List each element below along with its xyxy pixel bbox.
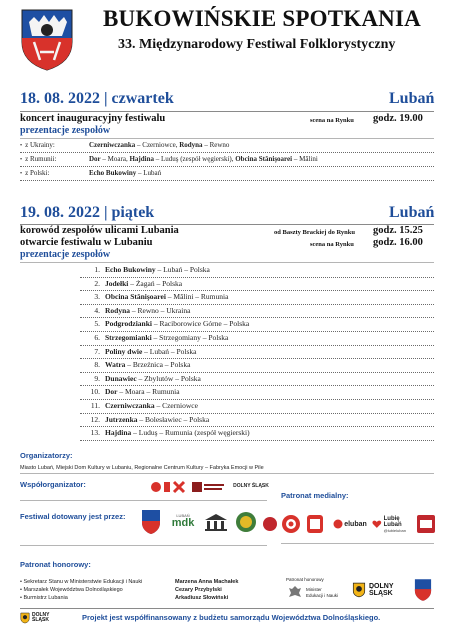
ensemble-origin: – Brzeźnica – Polska (125, 360, 191, 370)
row-divider (20, 180, 434, 181)
building-logo-icon (203, 512, 229, 532)
lubie-text-group (384, 516, 418, 533)
row-divider (80, 413, 434, 414)
dolny-slask-icon-2 (352, 582, 366, 598)
footer-dolny-slask-logo (20, 611, 60, 625)
ensemble-number: 9. (94, 373, 100, 383)
honorary-title-text: Burmistrz Lubania (23, 595, 68, 601)
ensemble-name: Dor (105, 387, 118, 397)
day1-country-label (20, 141, 55, 149)
dolny-text-2: DOLNY (369, 583, 394, 590)
lubań-coat-of-arms-icon (20, 8, 74, 72)
ensemble-name: Jodełki (105, 278, 129, 288)
honorary-title-text: Marszałek Województwa Dolnośląskiego (23, 587, 123, 593)
ensemble-item (105, 265, 210, 274)
dolny-slask-text-2 (369, 583, 394, 597)
ensemble-name: Watra (105, 360, 126, 370)
funded-red-icon (262, 514, 278, 534)
ensemble-name: Rodyna (179, 141, 203, 149)
day1-event: koncert inauguracyjny festiwalu (20, 113, 166, 124)
ensemble-name: Czerniwczanka (105, 401, 155, 410)
row-divider (80, 317, 434, 318)
honorary-title (20, 587, 123, 593)
ensemble-number: 8. (94, 360, 100, 370)
ensemble-name: Hajdina (129, 155, 154, 163)
honorary-person: Arkadiusz Słowiński (175, 595, 229, 601)
nck-logo (190, 480, 226, 494)
day1-date: 18. 08. 2022 | czwartek (20, 90, 174, 107)
ensemble-origin: – Czerniowce (154, 401, 198, 410)
row-divider (80, 426, 434, 427)
ensemble-origin: – Żagań – Polska (128, 278, 183, 288)
bullet-icon: • (20, 157, 23, 163)
crest-logo (20, 8, 74, 72)
day1-ensemble-line (89, 169, 161, 177)
ensemble-item (105, 347, 196, 356)
crest-small-icon-2 (414, 578, 432, 602)
ensemble-number: 2. (94, 278, 100, 288)
mdk-text: mdk (171, 517, 195, 529)
eagle-icon (288, 585, 302, 601)
ensemble-origin: – Luduş – Rumunia (zespół węgierski) (131, 428, 250, 438)
day1-presentations: prezentacje zespołów (20, 125, 111, 136)
day1-town: Lubań (389, 90, 435, 107)
ensemble-number: 5. (94, 319, 100, 329)
ensemble-item (105, 319, 249, 328)
row-divider (80, 331, 434, 332)
co-organizer-heading: Współorganizator: (20, 480, 86, 489)
honorary-heading: Patronat honorowy: (20, 560, 91, 569)
funded-logo-crest (141, 509, 161, 535)
ensemble-number: 10. (90, 387, 100, 397)
day1-country-label (20, 155, 56, 163)
day2-presentations: prezentacje zespołów (20, 249, 111, 260)
ensemble-name: Czerniwczanka (89, 141, 136, 149)
day2-time2: godz. 16.00 (373, 237, 423, 248)
page-subtitle: 33. Międzynarodowy Festiwal Folklorystyczny (118, 37, 396, 52)
bullet-icon: • (20, 171, 23, 177)
footer-logo-text (32, 613, 50, 623)
day2-venue1: od Baszty Brackiej do Rynku (274, 229, 356, 236)
media-logo-red (416, 514, 436, 534)
honorary-title (20, 595, 68, 601)
tv-logo-icon (306, 514, 324, 534)
day1-ensemble-line (89, 141, 229, 149)
ensemble-origin: – Bolesławiec – Polska (137, 414, 210, 424)
heart-icon (372, 519, 382, 529)
funded-rule (20, 545, 267, 546)
media-red-logo-icon (416, 514, 436, 534)
media-rule (281, 543, 434, 544)
nck-logo-icon (190, 480, 226, 494)
media-heading: Patronat medialny: (281, 491, 349, 500)
row-divider (80, 290, 434, 291)
ensemble-place: – Moara, (100, 155, 130, 163)
footer-logo-bottom: ŚLĄSK (32, 617, 49, 623)
ensemble-item (105, 428, 250, 437)
row-divider (80, 345, 434, 346)
ensemble-number: 4. (94, 305, 100, 315)
bullet-icon: • (20, 595, 24, 601)
day2-event1: korowód zespołów ulicami Lubania (20, 225, 179, 236)
ensemble-place: – Mălini (292, 155, 318, 163)
mik-logo-icon (150, 480, 186, 494)
day2-event2: otwarcie festiwalu w Lubaniu (20, 237, 153, 248)
honorary-title (20, 579, 142, 585)
ensemble-origin: – Lubań – Polska (155, 265, 210, 274)
funded-logo-emblem (234, 511, 258, 533)
funded-logo-building (203, 512, 229, 532)
ensemble-origin: – Raciborowice Górne – Polska (151, 319, 250, 329)
row-divider (80, 304, 434, 305)
mik-logo (150, 480, 186, 494)
row-divider (20, 166, 434, 167)
bullet-icon: • (20, 587, 24, 593)
organizers-rule (20, 473, 434, 474)
lubie-sub: @lubieluban (383, 527, 406, 533)
row-divider (80, 277, 434, 278)
ensemble-item (105, 333, 228, 342)
ensemble-number: 3. (94, 292, 100, 302)
honorary-title-text: Sekretarz Stanu w Ministerstwie Edukacji i Nauki (23, 579, 143, 585)
ensemble-number: 7. (94, 346, 100, 356)
ensemble-number: 12. (90, 414, 100, 424)
row-divider (80, 440, 434, 441)
ensemble-item (105, 415, 209, 424)
day1-ensemble-line (89, 155, 318, 163)
ensemble-name: Rodyna (105, 305, 131, 315)
day2-rule2 (20, 262, 434, 263)
ensemble-number: 6. (94, 333, 100, 342)
mdk-top-text: LUBAŃ (176, 513, 190, 518)
honorary-person: Marzena Anna Machałek (175, 579, 239, 585)
ensemble-name: Dor (89, 155, 101, 163)
radio-logo-icon (281, 514, 301, 534)
media-logo-radio (281, 514, 301, 534)
ensemble-number: 11. (90, 401, 100, 410)
footer-text: Projekt jest współfinansowany z budżetu samorządu Województwa Dolnośląskiego. (82, 613, 381, 622)
day1-country-label (20, 169, 49, 177)
organizers-text: Miasto Lubań, Miejski Dom Kultury w Lubaniu, Regionalne Centrum Kultury – Fabryka Emocji w Pile (20, 465, 264, 471)
row-divider (80, 399, 434, 400)
ensemble-name: Obcina Stânişoarei (235, 155, 293, 163)
dolny-slask-logo-1 (232, 478, 268, 494)
media-logo-wd (306, 514, 324, 534)
ensemble-name: Echo Bukowiny (89, 169, 137, 177)
ensemble-item (105, 387, 180, 396)
eluban-text: eluban (344, 520, 367, 528)
ensemble-place: – Luduş (zespół węgierski), (153, 155, 236, 163)
footer-logo-top: DOLNY (32, 612, 50, 618)
media-logo-eluban (331, 517, 369, 531)
ensemble-name: Dunawiec (105, 373, 137, 383)
dolny-slask-logo-2 (352, 580, 400, 600)
emblem-logo-icon (234, 511, 258, 533)
row-divider (20, 152, 434, 153)
country-text: z Rumunii: (25, 155, 57, 163)
page-title: BUKOWIŃSKIE SPOTKANIA (103, 6, 421, 31)
day2-venue2: scena na Rynku (310, 241, 354, 248)
ensemble-place: – Lubań (136, 169, 162, 177)
honorary-person: Cezary Przybylski (175, 587, 222, 593)
eluban-logo-icon (333, 519, 343, 529)
day2-town: Lubań (389, 204, 435, 221)
funded-logo-mdk (166, 510, 200, 532)
ministry-logo (287, 585, 303, 601)
day1-rule (20, 111, 434, 112)
ensemble-name: Hajdina (105, 428, 132, 438)
country-text: z Polski: (25, 169, 50, 177)
lubie-text: Lubię Lubań (383, 515, 402, 528)
ensemble-place: – Czerniowce, (135, 141, 180, 149)
media-logo-lubie (372, 514, 418, 534)
footer-rule (20, 608, 434, 609)
ensemble-item (105, 279, 182, 288)
organizers-heading: Organizatorzy: (20, 451, 73, 460)
day2-date: 19. 08. 2022 | piątek (20, 204, 155, 221)
funded-heading: Festiwal dotowany jest przez: (20, 512, 126, 521)
ensemble-number: 1. (94, 265, 100, 274)
ensemble-item (105, 360, 190, 369)
ensemble-origin: – Rewno – Ukraina (130, 305, 191, 315)
honorary-crest (414, 578, 432, 602)
patron-label: Patronat honorowy (286, 577, 324, 582)
slask-text-2: ŚLĄSK (369, 590, 393, 597)
ensemble-item (105, 374, 201, 383)
footer-dolny-slask-icon (20, 612, 30, 624)
funded-logo-red (262, 514, 278, 534)
ensemble-origin: – Strzegomiany – Polska (151, 333, 229, 342)
day1-venue: scena na Rynku (310, 117, 354, 124)
ensemble-origin: – Lubań – Polska (142, 346, 197, 356)
crest-small-icon (141, 509, 161, 535)
ensemble-origin: – Mălini – Rumunia (165, 292, 229, 302)
dolny-slask-text-1: DOLNY ŚLĄSK (233, 483, 269, 489)
co-organizer-rule (20, 500, 267, 501)
country-text: z Ukrainy: (25, 141, 55, 149)
ministry-text: Minister Edukacji i Nauki (306, 587, 339, 598)
ensemble-place: – Rewno (202, 141, 230, 149)
ensemble-name: Podgrodzianki (105, 319, 152, 329)
day2-time1: godz. 15.25 (373, 225, 423, 236)
ensemble-name: Jutrzenka (105, 414, 138, 424)
day1-rule2 (20, 138, 434, 139)
row-divider (80, 385, 434, 386)
day1-time: godz. 19.00 (373, 113, 423, 124)
row-divider (80, 358, 434, 359)
ensemble-item (105, 401, 198, 410)
ensemble-name: Obcina Stânişoarei (105, 292, 166, 302)
ensemble-name: Strzegomianki (105, 333, 152, 342)
ensemble-origin: – Moara – Rumunia (117, 387, 180, 397)
ensemble-item (105, 292, 228, 301)
ensemble-item (105, 306, 190, 315)
ensemble-name: Poliny dwie (105, 346, 143, 356)
bullet-icon: • (20, 143, 23, 149)
ensemble-origin: – Zbylutów – Polska (136, 373, 201, 383)
ensemble-number: 13. (90, 428, 100, 438)
ensemble-name: Echo Bukowiny (105, 265, 156, 274)
bullet-icon: • (20, 579, 24, 585)
row-divider (80, 372, 434, 373)
